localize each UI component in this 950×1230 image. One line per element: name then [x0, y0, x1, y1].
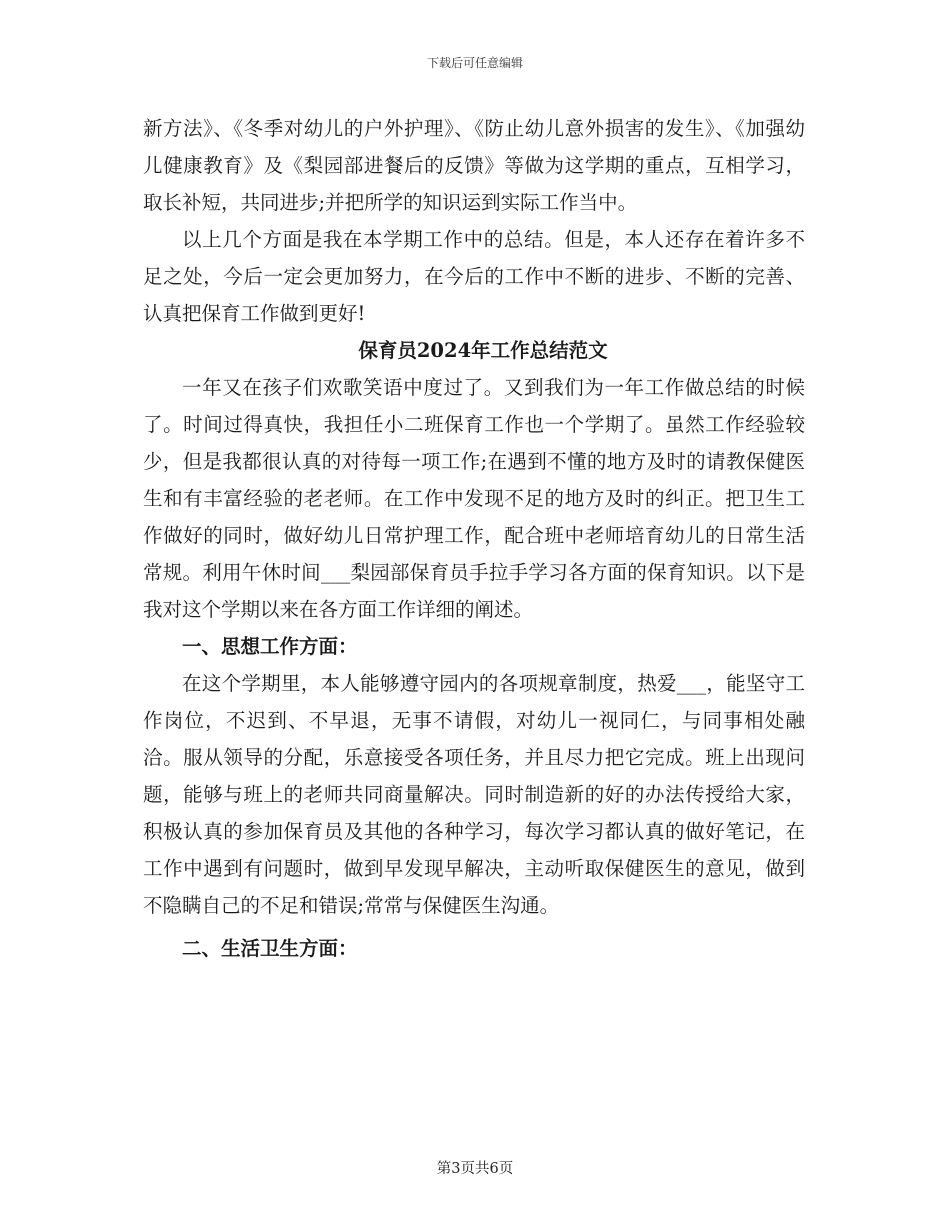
- paragraph-ideology: 在这个学期里，本人能够遵守园内的各项规章制度，热爱___，能坚守工作岗位，不迟到、不早退，无事不请假，对幼儿一视同仁，与同事相处融洽。服从领导的分配，乐意接受各项任务，并且尽力把它完成。班上出现问题，能够与班上的老师共同商量解决。同时制造新的好的办法传授给大家，积极认真的参加保育员及其他的各种学习，每次学习都认真的做好笔记，在工作中遇到有问题时，做到早发现早解决，主动听取保健医生的意见，做到不隐瞒自己的不足和错误;常常与保健医生沟通。: [143, 672, 805, 917]
- page-header: 下载后可任意编辑: [426, 56, 523, 70]
- page-number: 第3页共6页: [436, 1161, 514, 1177]
- section-heading-ideology: 一、思想工作方面：: [182, 635, 358, 658]
- document-body: [143, 110, 805, 967]
- document-title: 保育员2024年工作总结范文: [358, 339, 608, 362]
- paragraph-summary: 以上几个方面是我在本学期工作中的总结。但是，本人还存在着许多不足之处，今后一定会更加努力，在今后的工作中不断的进步、不断的完善、认真把保育工作做到更好!: [143, 228, 805, 325]
- paragraph-continuation: 新方法》、《冬季对幼儿的户外护理》、《防止幼儿意外损害的发生》、《加强幼儿健康教育》及《梨园部进餐后的反馈》等做为这学期的重点，互相学习，取长补短，共同进步;并把所学的知识运到实际工作当中。: [143, 117, 805, 214]
- section-heading-hygiene: 二、生活卫生方面：: [182, 937, 358, 960]
- paragraph-intro: 一年又在孩子们欢歌笑语中度过了。又到我们为一年工作做总结的时候了。时间过得真快，我担任小二班保育工作也一个学期了。虽然工作经验较少，但是我都很认真的对待每一项工作;在遇到不懂的地方及时的请教保健医生和有丰富经验的老老师。在工作中发现不足的地方及时的纠正。把卫生工作做好的同时，做好幼儿日常护理工作，配合班中老师培育幼儿的日常生活常规。利用午休时间___梨园部保育员手拉手学习各方面的保育知识。以下是我对这个学期以来在各方面工作详细的阐述。: [143, 376, 805, 621]
